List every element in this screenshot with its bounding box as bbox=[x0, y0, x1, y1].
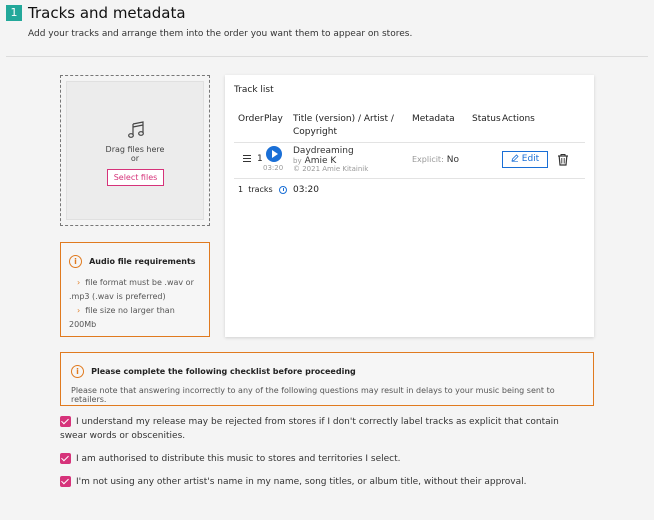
requirements-list bbox=[69, 276, 201, 332]
info-icon: i bbox=[69, 255, 82, 268]
track-list-panel bbox=[225, 75, 594, 337]
checklist-note: Please note that answering incorrectly to any of the following questions may result in delays to your music being sent to retailers. bbox=[71, 386, 555, 404]
requirements-title: Audio file requirements bbox=[89, 257, 196, 266]
column-header-actions: Actions bbox=[502, 114, 535, 124]
drag-text-line1: Drag files here bbox=[105, 145, 165, 154]
info-icon: i bbox=[71, 365, 84, 378]
checklist-item-label: I am authorised to distribute this music to stores and territories I select. bbox=[76, 454, 401, 464]
edit-label: Edit bbox=[521, 154, 540, 164]
step-badge: 1 bbox=[6, 5, 22, 21]
checkbox-checked[interactable] bbox=[60, 453, 71, 464]
section-divider bbox=[6, 56, 648, 57]
checklist-item-label: I understand my release may be rejected from stores if I don't correctly label tracks as explicit that contain swear words or obscenities. bbox=[60, 417, 559, 441]
explicit-metadata bbox=[412, 155, 459, 165]
track-duration: 03:20 bbox=[263, 164, 284, 172]
checkbox-checked[interactable] bbox=[60, 416, 71, 427]
requirement-item: › file format must be .wav or .mp3 (.wav is preferred) bbox=[69, 278, 194, 301]
checklist-item[interactable] bbox=[60, 475, 580, 489]
drag-instructions bbox=[67, 145, 203, 163]
explicit-value: No bbox=[446, 155, 460, 165]
table-divider bbox=[234, 178, 585, 179]
track-title: Daydreaming bbox=[293, 146, 354, 156]
column-header-title: Title (version) / Artist / Copyright bbox=[293, 114, 394, 137]
track-artist: Amie K bbox=[304, 156, 337, 166]
column-header-play: Play bbox=[264, 114, 283, 124]
clock-icon bbox=[279, 186, 287, 194]
music-note-icon bbox=[128, 121, 144, 139]
checklist-item[interactable] bbox=[60, 415, 580, 443]
total-duration: 03:20 bbox=[293, 185, 319, 195]
trash-icon[interactable] bbox=[557, 153, 569, 166]
audio-requirements-box bbox=[60, 242, 210, 337]
edit-track-button[interactable] bbox=[502, 151, 548, 168]
checklist-item-label: I'm not using any other artist's name in my name, song titles, or album title, without their approval. bbox=[76, 477, 527, 487]
tracks-summary: 1 tracks bbox=[238, 185, 273, 194]
drop-zone-inner[interactable] bbox=[66, 81, 204, 220]
checklist-title: Please complete the following checklist before proceeding bbox=[91, 367, 356, 376]
by-label: by bbox=[293, 157, 302, 165]
select-files-button[interactable]: Select files bbox=[107, 169, 164, 186]
column-header-order: Order bbox=[238, 114, 264, 124]
column-header-metadata: Metadata bbox=[412, 114, 455, 124]
checklist-box bbox=[60, 352, 594, 406]
explicit-label: Explicit: bbox=[412, 155, 444, 164]
checklist-item[interactable] bbox=[60, 452, 580, 466]
drag-handle-icon[interactable] bbox=[243, 155, 251, 162]
chevron-right-icon: › bbox=[77, 306, 81, 315]
table-divider bbox=[234, 142, 585, 143]
play-icon[interactable] bbox=[266, 146, 282, 162]
requirement-item: › file size no larger than 200Mb bbox=[69, 306, 175, 329]
page-title: Tracks and metadata bbox=[28, 4, 186, 22]
pencil-icon bbox=[511, 154, 519, 162]
checkbox-checked[interactable] bbox=[60, 476, 71, 487]
drag-text-line2: or bbox=[130, 154, 140, 163]
file-drop-zone[interactable] bbox=[60, 75, 210, 226]
track-copyright: © 2021 Amie Kitainik bbox=[293, 165, 369, 173]
page-subtitle: Add your tracks and arrange them into the order you want them to appear on stores. bbox=[28, 29, 413, 39]
column-header-status: Status bbox=[472, 114, 501, 124]
track-order: 1 bbox=[257, 154, 263, 164]
track-list-title: Track list bbox=[234, 85, 274, 95]
chevron-right-icon: › bbox=[77, 278, 81, 287]
